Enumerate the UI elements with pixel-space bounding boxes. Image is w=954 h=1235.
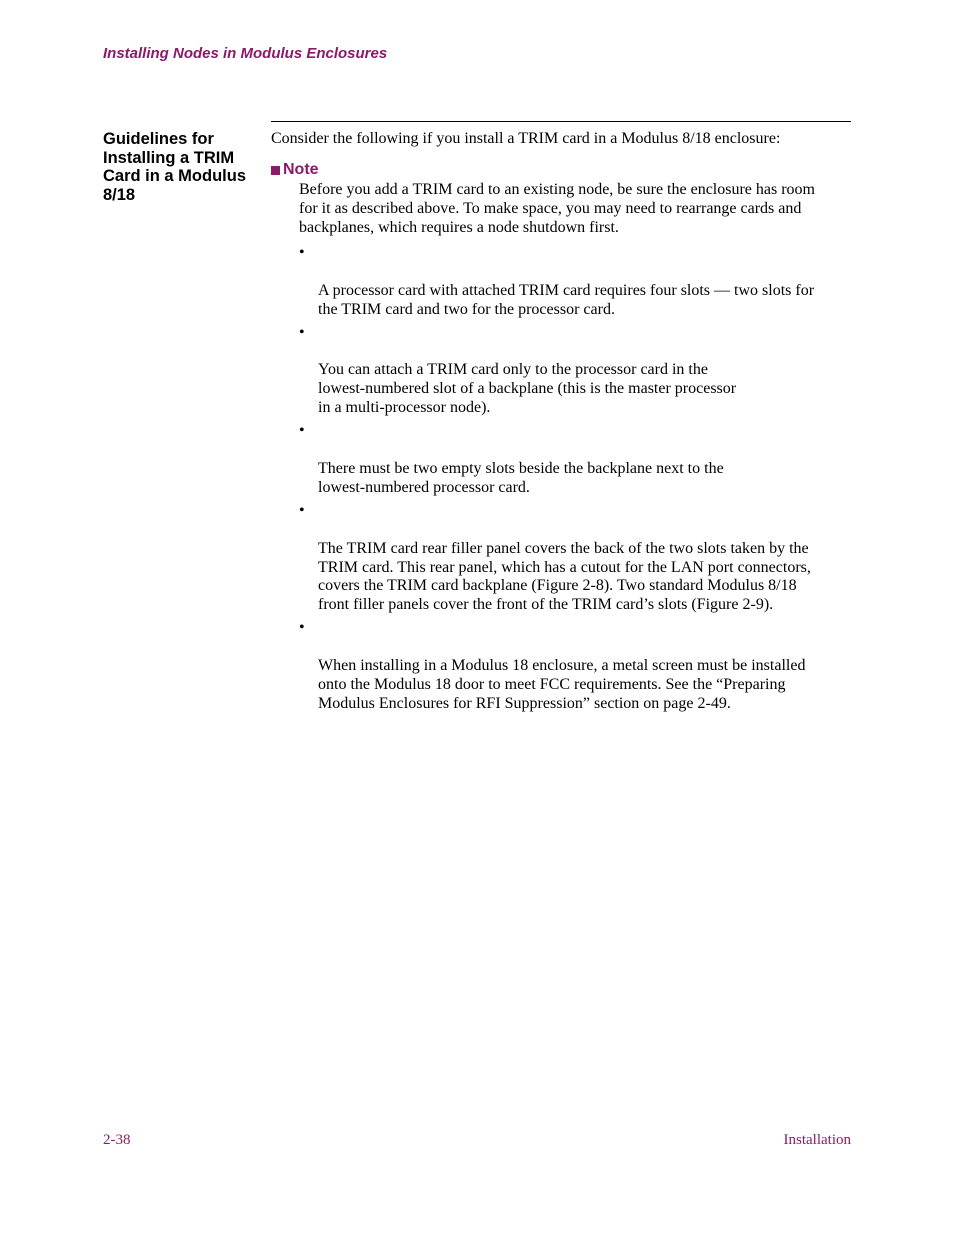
page-number: 2-38 [103, 1132, 131, 1148]
list-item-text: When installing in a Modulus 18 enclosure, a metal screen must be installed onto the Modulus 18 door to meet FCC requirements. See the “Preparing Modulus Enclosures for RFI Suppression” section on page 2-49. [318, 657, 806, 712]
list-item [299, 244, 856, 320]
bullet-icon: • [299, 619, 305, 637]
chapter-name: Installation [783, 1132, 851, 1148]
list-item [299, 502, 856, 615]
list-item [299, 619, 856, 714]
list-item-text: The TRIM card rear filler panel covers the back of the two slots taken by the TRIM card. This rear panel, which has a cutout for the LAN port connectors, covers the TRIM card backplane (Figure 2-8). Two standard Modulus 8/18 front filler panels cover the front of the TRIM card’s slots (Figure 2-9). [318, 539, 811, 614]
note-paragraph: Before you add a TRIM card to an existing node, be sure the enclosure has room for it as described above. To make space, you may need to rearrange cards and backplanes, which requires a node shutdown first. [299, 181, 815, 236]
note-heading [271, 161, 856, 179]
bullet-icon: • [299, 244, 305, 261]
intro-paragraph: Consider the following if you install a TRIM card in a Modulus 8/18 enclosure: [271, 130, 781, 147]
note-label: Note [283, 161, 319, 178]
guidelines-list [299, 244, 856, 714]
list-item-text: A processor card with attached TRIM card requires four slots — two slots for the TRIM card and two for the processor card. [318, 281, 815, 318]
bullet-icon: • [299, 422, 305, 440]
section-divider [271, 121, 851, 122]
note-square-icon [271, 166, 280, 175]
body-column [271, 129, 856, 718]
bullet-icon: • [299, 323, 305, 341]
list-item-text: There must be two empty slots beside the backplane next to the lowest-numbered processor card. [318, 459, 724, 496]
section-heading: Guidelines for Installing a TRIM Card in a Modulus 8/18 [103, 130, 247, 205]
list-item-text: You can attach a TRIM card only to the processor card in the lowest-numbered slot of a backplane (this is the master processor in a multi-processor node). [318, 361, 737, 417]
list-item [299, 324, 856, 419]
bullet-icon: • [299, 501, 305, 519]
running-head-title: Installing Nodes in Modulus Enclosures [103, 45, 388, 62]
list-item [299, 422, 856, 498]
